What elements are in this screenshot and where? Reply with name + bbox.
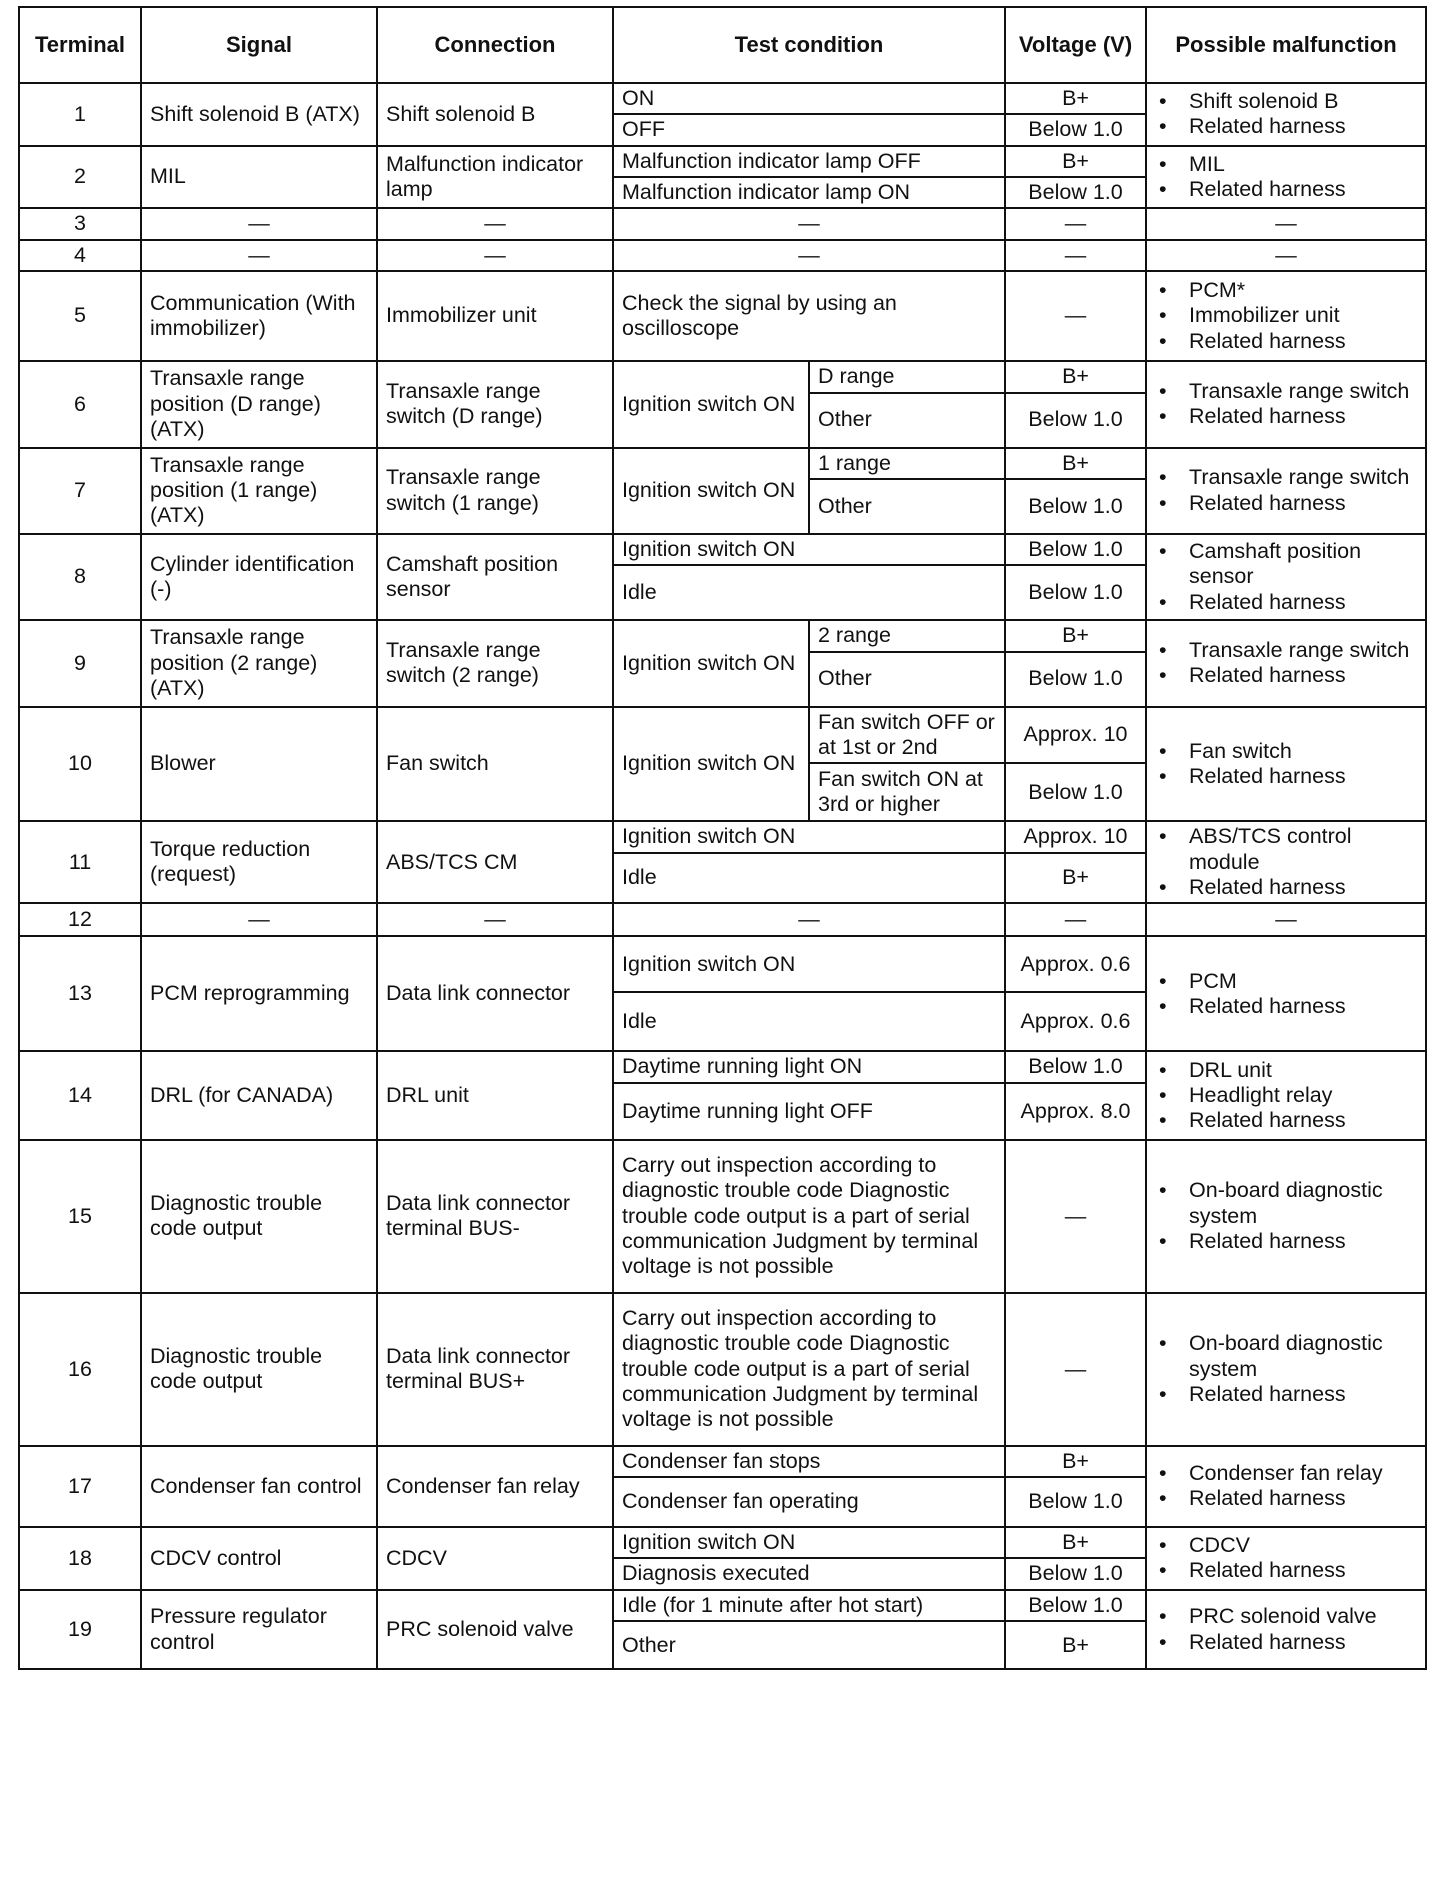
condition-cell: Fan switch OFF or at 1st or 2nd [809,707,1005,764]
condition-group-cell: Ignition switch ON [613,620,809,706]
malfunction-item: • MIL [1157,152,1419,177]
table-row [19,208,1426,239]
terminal-cell: 11 [19,821,141,903]
malfunction-list [1157,739,1419,790]
voltage-cell: B+ [1005,620,1146,651]
table-row [19,903,1426,936]
terminal-cell: 18 [19,1527,141,1590]
table-row [19,83,1426,114]
voltage-cell: Approx. 8.0 [1005,1083,1146,1140]
malfunction-item: • Related harness [1157,491,1419,516]
malfunction-item: • CDCV [1157,1533,1419,1558]
signal-cell: MIL [141,146,377,209]
pcm-terminal-table [18,6,1427,1670]
signal-cell: Cylinder identification (-) [141,534,377,620]
voltage-cell: B+ [1005,853,1146,903]
voltage-cell: B+ [1005,361,1146,392]
voltage-cell: — [1005,1140,1146,1293]
voltage-cell: Below 1.0 [1005,479,1146,534]
voltage-cell: — [1005,271,1146,361]
condition-cell: Carry out inspection according to diagnostic trouble code Diagnostic trouble code output is a part of serial communication Judgment by terminal voltage is not possible [613,1293,1005,1446]
malfunction-item: • Related harness [1157,764,1419,789]
malfunction-list [1157,1331,1419,1407]
malfunction-list [1157,539,1419,615]
terminal-cell: 10 [19,707,141,822]
malfunction-cell [1146,707,1426,822]
condition-cell: Other [809,393,1005,448]
header-row [19,7,1426,83]
terminal-cell: 12 [19,903,141,936]
condition-cell: Ignition switch ON [613,1527,1005,1558]
condition-group-cell: Ignition switch ON [613,361,809,447]
condition-cell: 2 range [809,620,1005,651]
malfunction-list [1157,824,1419,900]
voltage-cell: Approx. 0.6 [1005,992,1146,1051]
voltage-cell: Below 1.0 [1005,1558,1146,1589]
malfunction-item: • Immobilizer unit [1157,303,1419,328]
terminal-cell: 8 [19,534,141,620]
malfunction-item: • PRC solenoid valve [1157,1604,1419,1629]
condition-dash: — [613,240,1005,271]
malfunction-cell [1146,448,1426,534]
condition-cell: 1 range [809,448,1005,479]
malfunction-item: • Headlight relay [1157,1083,1419,1108]
connection-cell: Transaxle range switch (1 range) [377,448,613,534]
table-row [19,448,1426,479]
voltage-cell: Below 1.0 [1005,1051,1146,1082]
malfunction-cell [1146,534,1426,620]
table-row [19,271,1426,361]
malfunction-item: • Transaxle range switch [1157,638,1419,663]
condition-cell: OFF [613,114,1005,145]
connection-cell: ABS/TCS CM [377,821,613,903]
voltage-cell: Below 1.0 [1005,534,1146,565]
condition-cell: Other [613,1621,1005,1669]
signal-dash: — [141,903,377,936]
malfunction-list [1157,1178,1419,1254]
header-signal: Signal [141,7,377,83]
connection-dash: — [377,208,613,239]
terminal-cell: 4 [19,240,141,271]
header-test-condition: Test condition [613,7,1005,83]
malfunction-cell [1146,620,1426,706]
malfunction-list [1157,89,1419,140]
terminal-cell: 15 [19,1140,141,1293]
malfunction-dash: — [1146,208,1426,239]
terminal-cell: 1 [19,83,141,146]
signal-cell: Condenser fan control [141,1446,377,1527]
malfunction-item: • Related harness [1157,1486,1419,1511]
terminal-cell: 17 [19,1446,141,1527]
table-row [19,1590,1426,1621]
malfunction-list [1157,969,1419,1020]
condition-cell: Ignition switch ON [613,534,1005,565]
terminal-cell: 5 [19,271,141,361]
malfunction-item: • Related harness [1157,114,1419,139]
malfunction-item: • PCM [1157,969,1419,994]
malfunction-item: • Related harness [1157,875,1419,900]
terminal-cell: 19 [19,1590,141,1669]
connection-cell: Data link connector terminal BUS- [377,1140,613,1293]
header-terminal: Terminal [19,7,141,83]
condition-cell: Daytime running light ON [613,1051,1005,1082]
terminal-cell: 13 [19,936,141,1051]
voltage-cell: B+ [1005,83,1146,114]
voltage-cell: Below 1.0 [1005,177,1146,208]
document-page [18,6,1425,1670]
condition-dash: — [613,208,1005,239]
malfunction-item: • Transaxle range switch [1157,379,1419,404]
malfunction-list [1157,465,1419,516]
connection-dash: — [377,240,613,271]
malfunction-list [1157,1058,1419,1134]
table-row [19,936,1426,992]
malfunction-item: • On-board diagnostic system [1157,1331,1419,1382]
table-row [19,707,1426,764]
terminal-cell: 3 [19,208,141,239]
connection-cell: PRC solenoid valve [377,1590,613,1669]
table-row [19,821,1426,853]
malfunction-list [1157,638,1419,689]
malfunction-item: • Related harness [1157,1630,1419,1655]
table-body [19,83,1426,1669]
connection-cell: CDCV [377,1527,613,1590]
signal-cell: Torque reduction (request) [141,821,377,903]
header-connection: Connection [377,7,613,83]
voltage-cell: B+ [1005,1527,1146,1558]
connection-cell: Immobilizer unit [377,271,613,361]
malfunction-item: • On-board diagnostic system [1157,1178,1419,1229]
connection-cell: Condenser fan relay [377,1446,613,1527]
malfunction-list [1157,1533,1419,1584]
signal-dash: — [141,208,377,239]
voltage-cell: Approx. 10 [1005,707,1146,764]
condition-cell: Fan switch ON at 3rd or higher [809,763,1005,821]
table-row [19,1293,1426,1446]
connection-cell: Malfunction indicator lamp [377,146,613,209]
connection-cell: Data link connector [377,936,613,1051]
condition-cell: Malfunction indicator lamp OFF [613,146,1005,177]
voltage-cell: — [1005,1293,1146,1446]
condition-group-cell: Ignition switch ON [613,707,809,822]
voltage-dash: — [1005,240,1146,271]
condition-cell: Diagnosis executed [613,1558,1005,1589]
condition-dash: — [613,903,1005,936]
signal-cell: Pressure regulator control [141,1590,377,1669]
condition-cell: Idle [613,992,1005,1051]
malfunction-dash: — [1146,240,1426,271]
condition-cell: Idle [613,565,1005,620]
terminal-cell: 2 [19,146,141,209]
condition-cell: Malfunction indicator lamp ON [613,177,1005,208]
terminal-cell: 9 [19,620,141,706]
table-row [19,1446,1426,1477]
table-row [19,361,1426,392]
connection-cell: Data link connector terminal BUS+ [377,1293,613,1446]
malfunction-item: • Related harness [1157,1382,1419,1407]
connection-cell: Camshaft position sensor [377,534,613,620]
signal-cell: Transaxle range position (1 range) (ATX) [141,448,377,534]
condition-cell: Ignition switch ON [613,936,1005,992]
voltage-cell: Below 1.0 [1005,393,1146,448]
condition-cell: Carry out inspection according to diagnostic trouble code Diagnostic trouble code output is a part of serial communication Judgment by terminal voltage is not possible [613,1140,1005,1293]
signal-cell: Transaxle range position (D range) (ATX) [141,361,377,447]
header-possible-malfunction: Possible malfunction [1146,7,1426,83]
terminal-cell: 14 [19,1051,141,1139]
malfunction-item: • PCM* [1157,278,1419,303]
malfunction-item: • Related harness [1157,663,1419,688]
terminal-cell: 6 [19,361,141,447]
voltage-cell: Approx. 10 [1005,821,1146,853]
malfunction-item: • Related harness [1157,590,1419,615]
condition-cell: Condenser fan stops [613,1446,1005,1477]
malfunction-item: • Related harness [1157,1229,1419,1254]
connection-dash: — [377,903,613,936]
malfunction-item: • DRL unit [1157,1058,1419,1083]
condition-group-cell: Ignition switch ON [613,448,809,534]
malfunction-item: • Related harness [1157,177,1419,202]
condition-cell: Idle [613,853,1005,903]
table-row [19,534,1426,565]
table-row [19,240,1426,271]
malfunction-cell [1146,1527,1426,1590]
table-row [19,1527,1426,1558]
signal-cell: Diagnostic trouble code output [141,1140,377,1293]
connection-cell: Shift solenoid B [377,83,613,146]
malfunction-cell [1146,146,1426,209]
malfunction-item: • Camshaft position sensor [1157,539,1419,590]
connection-cell: Fan switch [377,707,613,822]
malfunction-item: • Condenser fan relay [1157,1461,1419,1486]
signal-cell: Diagnostic trouble code output [141,1293,377,1446]
malfunction-list [1157,278,1419,354]
voltage-cell: B+ [1005,448,1146,479]
malfunction-item: • Related harness [1157,1108,1419,1133]
signal-cell: Transaxle range position (2 range) (ATX) [141,620,377,706]
voltage-cell: B+ [1005,1446,1146,1477]
signal-cell: PCM reprogramming [141,936,377,1051]
malfunction-item: • Related harness [1157,329,1419,354]
malfunction-cell [1146,821,1426,903]
condition-cell: Idle (for 1 minute after hot start) [613,1590,1005,1621]
voltage-cell: B+ [1005,1621,1146,1669]
signal-cell: CDCV control [141,1527,377,1590]
voltage-cell: Below 1.0 [1005,1477,1146,1527]
signal-cell: Communication (With immobilizer) [141,271,377,361]
signal-cell: Blower [141,707,377,822]
condition-cell: Check the signal by using an oscilloscope [613,271,1005,361]
signal-cell: Shift solenoid B (ATX) [141,83,377,146]
malfunction-item: • Related harness [1157,404,1419,429]
malfunction-cell [1146,936,1426,1051]
table-row [19,146,1426,177]
condition-cell: D range [809,361,1005,392]
voltage-cell: Below 1.0 [1005,652,1146,707]
malfunction-item: • Related harness [1157,1558,1419,1583]
malfunction-cell [1146,1590,1426,1669]
condition-cell: Other [809,652,1005,707]
voltage-cell: Below 1.0 [1005,114,1146,145]
connection-cell: Transaxle range switch (D range) [377,361,613,447]
malfunction-cell [1146,1140,1426,1293]
condition-cell: ON [613,83,1005,114]
voltage-cell: Below 1.0 [1005,763,1146,821]
signal-cell: DRL (for CANADA) [141,1051,377,1139]
table-row [19,1051,1426,1082]
voltage-cell: Below 1.0 [1005,565,1146,620]
malfunction-cell [1146,1293,1426,1446]
malfunction-cell [1146,361,1426,447]
malfunction-item: • ABS/TCS control module [1157,824,1419,875]
signal-dash: — [141,240,377,271]
connection-cell: Transaxle range switch (2 range) [377,620,613,706]
malfunction-dash: — [1146,903,1426,936]
voltage-cell: Approx. 0.6 [1005,936,1146,992]
condition-cell: Ignition switch ON [613,821,1005,853]
connection-cell: DRL unit [377,1051,613,1139]
malfunction-cell [1146,83,1426,146]
condition-cell: Daytime running light OFF [613,1083,1005,1140]
condition-cell: Condenser fan operating [613,1477,1005,1527]
malfunction-list [1157,379,1419,430]
terminal-cell: 16 [19,1293,141,1446]
table-row [19,1140,1426,1293]
voltage-dash: — [1005,903,1146,936]
voltage-dash: — [1005,208,1146,239]
malfunction-cell [1146,271,1426,361]
malfunction-item: • Related harness [1157,994,1419,1019]
malfunction-list [1157,1604,1419,1655]
voltage-cell: Below 1.0 [1005,1590,1146,1621]
malfunction-cell [1146,1446,1426,1527]
malfunction-cell [1146,1051,1426,1139]
header-voltage: Voltage (V) [1005,7,1146,83]
malfunction-list [1157,1461,1419,1512]
malfunction-item: • Shift solenoid B [1157,89,1419,114]
condition-cell: Other [809,479,1005,534]
malfunction-item: • Transaxle range switch [1157,465,1419,490]
table-row [19,620,1426,651]
malfunction-list [1157,152,1419,203]
malfunction-item: • Fan switch [1157,739,1419,764]
voltage-cell: B+ [1005,146,1146,177]
terminal-cell: 7 [19,448,141,534]
